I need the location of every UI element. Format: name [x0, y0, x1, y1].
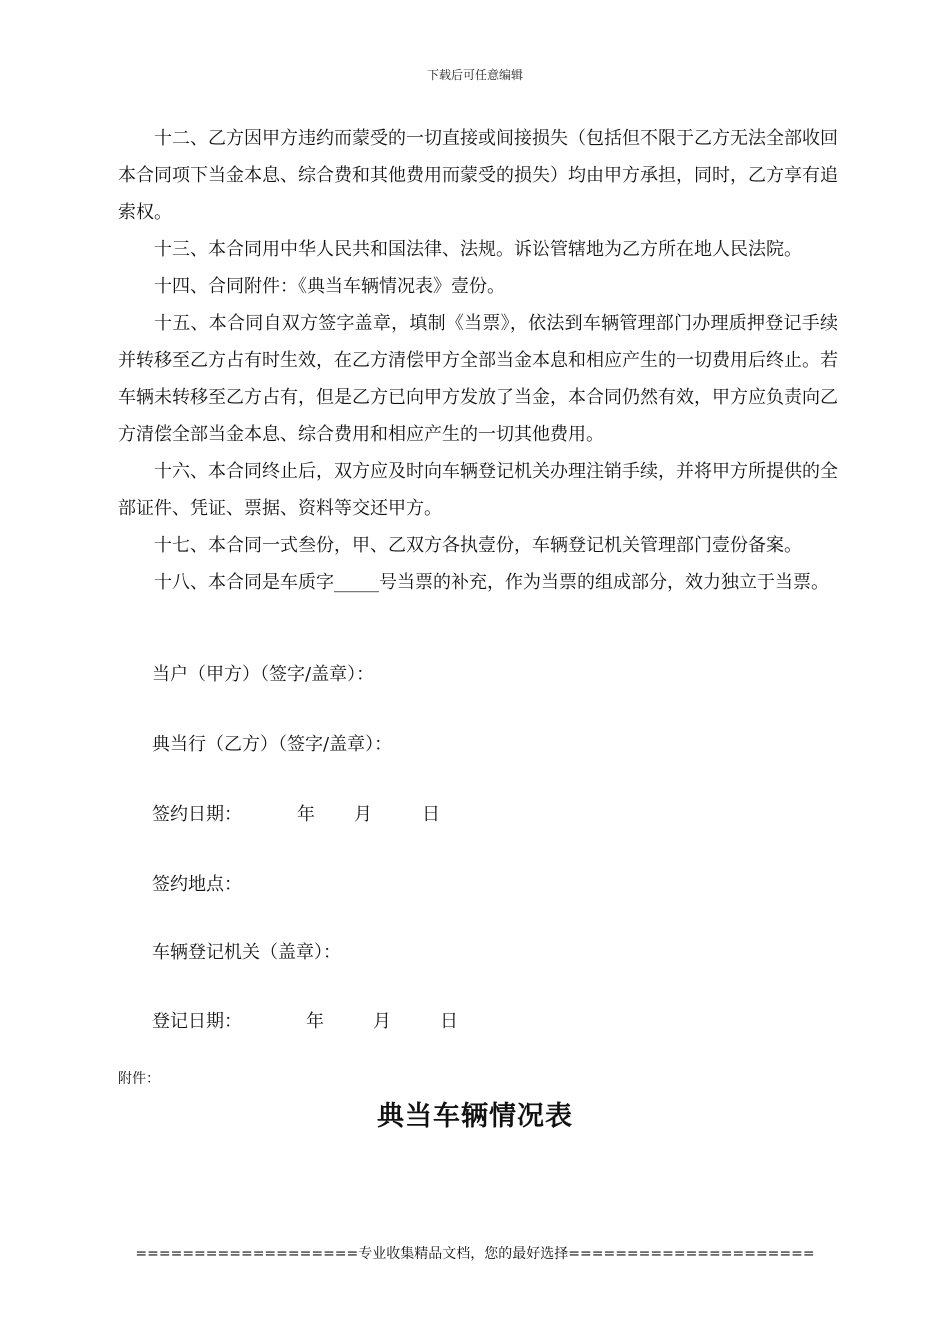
register-date-label: 登记日期：	[152, 1011, 242, 1032]
clause-18: 十八、本合同是车质字_____号当票的补充，作为当票的组成部分，效力独立于当票。	[154, 572, 829, 593]
attachment-title: 典当车辆情况表	[377, 1101, 573, 1132]
clause-12: 十二、乙方因甲方违约而蒙受的一切直接或间接损失（包括但不限于乙方无法全部收回本合同项下当金本息、综合费和其他费用而蒙受的损失）均由甲方承担，同时，乙方享有追索权。	[118, 128, 838, 223]
attachment-label: 附件：	[118, 1071, 160, 1087]
registry-seal-label: 车辆登记机关（盖章）：	[152, 942, 341, 963]
sign-place-label: 签约地点：	[152, 874, 242, 895]
clause-16: 十六、本合同终止后，双方应及时向车辆登记机关办理注销手续，并将甲方所提供的全部证件、凭证、票据、资料等交还甲方。	[118, 461, 838, 519]
clause-13: 十三、本合同用中华人民共和国法律、法规。诉讼管辖地为乙方所在地人民法院。	[154, 239, 802, 260]
party-a-signature: 当户（甲方）（签字/盖章）：	[152, 664, 375, 685]
register-date-row	[152, 1007, 242, 1033]
party-b-signature: 典当行（乙方）（签字/盖章）：	[152, 734, 393, 755]
contract-clauses	[118, 120, 838, 601]
sign-date-row	[152, 800, 242, 826]
clause-15: 十五、本合同自双方签字盖章，填制《当票》，依法到车辆管理部门办理质押登记手续并转移至乙方占有时生效，在乙方清偿甲方全部当金本息和相应产生的一切费用后终止。若车辆未转移至乙方占有，但是乙方已向甲方发放了当金，本合同仍然有效，甲方应负责向乙方清偿全部当金本息、综合费用和相应产生的一切其他费用。	[118, 313, 838, 445]
clause-17: 十七、本合同一式叁份，甲、乙双方各执壹份，车辆登记机关管理部门壹份备案。	[154, 535, 802, 556]
register-date-month: 月	[373, 1011, 391, 1032]
register-date-day: 日	[440, 1011, 458, 1032]
register-date-year: 年	[306, 1011, 324, 1032]
clause-14: 十四、合同附件：《典当车辆情况表》壹份。	[154, 276, 505, 297]
sign-date-day: 日	[422, 804, 440, 825]
sign-date-year: 年	[297, 804, 315, 825]
sign-date-month: 月	[354, 804, 372, 825]
footer-note: ===================专业收集精品文档，您的最好选择=====================	[135, 1246, 815, 1262]
sign-date-label: 签约日期：	[152, 804, 242, 825]
header-note: 下载后可任意编辑	[426, 68, 523, 82]
